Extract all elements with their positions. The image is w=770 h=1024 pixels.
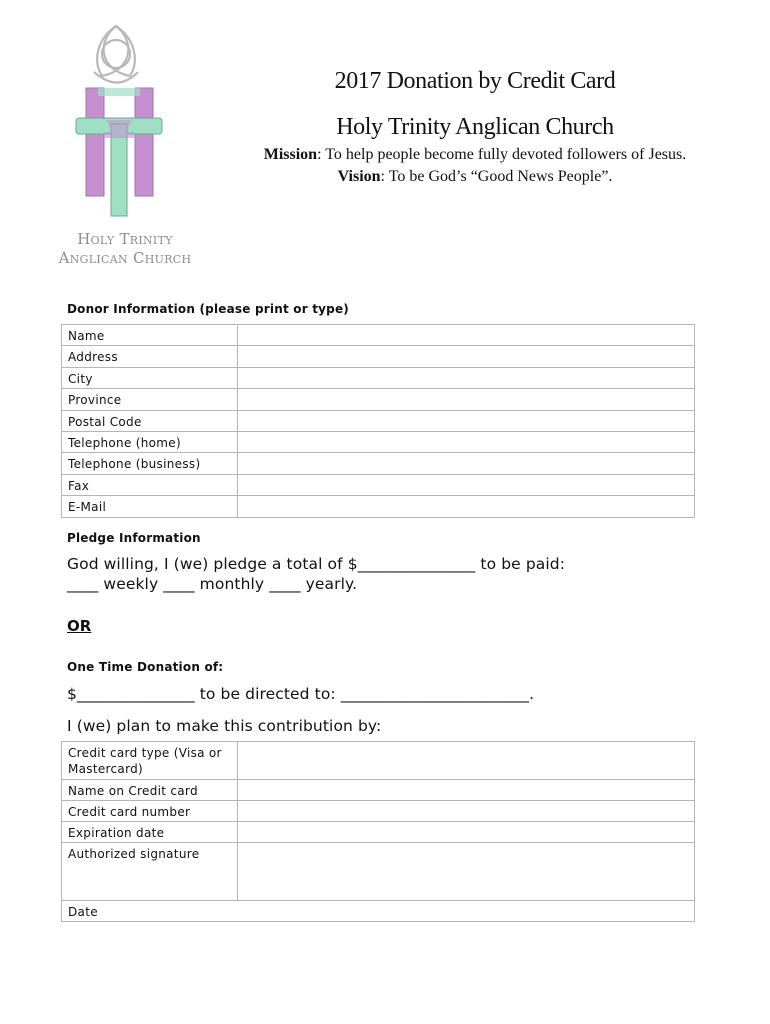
table-row: [62, 801, 695, 822]
telephone-business-field[interactable]: [238, 453, 695, 474]
table-row: [62, 496, 695, 517]
date-field[interactable]: Date: [62, 901, 695, 922]
signature-field[interactable]: [238, 843, 695, 901]
table-row: [62, 780, 695, 801]
province-field[interactable]: [238, 389, 695, 410]
table-row: [62, 389, 695, 410]
donor-label: City: [62, 367, 238, 388]
logo-line-2: Anglican Church: [58, 249, 192, 267]
one-time-line: $_______________ to be directed to: ________________________.: [67, 685, 535, 703]
card-label: Credit card number: [62, 801, 238, 822]
page-header: [215, 66, 735, 188]
card-type-field[interactable]: [238, 742, 695, 780]
donor-table: [61, 324, 695, 518]
mission-label: Mission: [263, 146, 318, 163]
church-logo: [40, 20, 210, 270]
table-row: [62, 431, 695, 452]
card-label: Expiration date: [62, 822, 238, 843]
table-row: [62, 453, 695, 474]
table-row: [62, 474, 695, 495]
table-row: [62, 367, 695, 388]
table-row: [62, 325, 695, 346]
donor-label: Postal Code: [62, 410, 238, 431]
plan-line: I (we) plan to make this contribution by:: [67, 717, 382, 735]
one-time-heading: One Time Donation of:: [67, 660, 224, 674]
name-on-card-field[interactable]: [238, 780, 695, 801]
city-field[interactable]: [238, 367, 695, 388]
telephone-home-field[interactable]: [238, 431, 695, 452]
donor-label: Name: [62, 325, 238, 346]
expiration-date-field[interactable]: [238, 822, 695, 843]
card-label: Name on Credit card: [62, 780, 238, 801]
donor-label: E-Mail: [62, 496, 238, 517]
vision-statement: [215, 166, 735, 188]
postal-code-field[interactable]: [238, 410, 695, 431]
trinity-knot-icon: [40, 20, 210, 235]
pledge-line-2: ____ weekly ____ monthly ____ yearly.: [67, 575, 358, 593]
pledge-line-1: God willing, I (we) pledge a total of $_______________ to be paid:: [67, 555, 566, 573]
table-row: [62, 410, 695, 431]
name-field[interactable]: [238, 325, 695, 346]
donor-label: Fax: [62, 474, 238, 495]
table-row: [62, 843, 695, 901]
address-field[interactable]: [238, 346, 695, 367]
page-title: 2017 Donation by Credit Card: [334, 68, 616, 94]
vision-text: : To be God’s “Good News People”.: [380, 168, 613, 185]
donor-heading: Donor Information (please print or type): [67, 302, 349, 316]
credit-card-table: [61, 741, 695, 922]
card-number-field[interactable]: [238, 801, 695, 822]
church-name: Holy Trinity Anglican Church: [336, 114, 614, 140]
table-row: [62, 822, 695, 843]
vision-label: Vision: [337, 168, 381, 185]
mission-text: : To help people become fully devoted followers of Jesus.: [317, 146, 687, 163]
table-row: [62, 901, 695, 922]
or-label: OR: [67, 617, 92, 635]
logo-line-1: Holy Trinity: [77, 230, 173, 248]
donor-label: Telephone (home): [62, 431, 238, 452]
table-row: [62, 742, 695, 780]
fax-field[interactable]: [238, 474, 695, 495]
donor-label: Address: [62, 346, 238, 367]
pledge-heading: Pledge Information: [67, 531, 201, 545]
table-row: [62, 346, 695, 367]
donor-label: Province: [62, 389, 238, 410]
mission-statement: [215, 144, 735, 166]
donor-label: Telephone (business): [62, 453, 238, 474]
email-field[interactable]: [238, 496, 695, 517]
card-label: Authorized signature: [62, 843, 238, 901]
card-label: Credit card type (Visa or Mastercard): [62, 742, 238, 780]
